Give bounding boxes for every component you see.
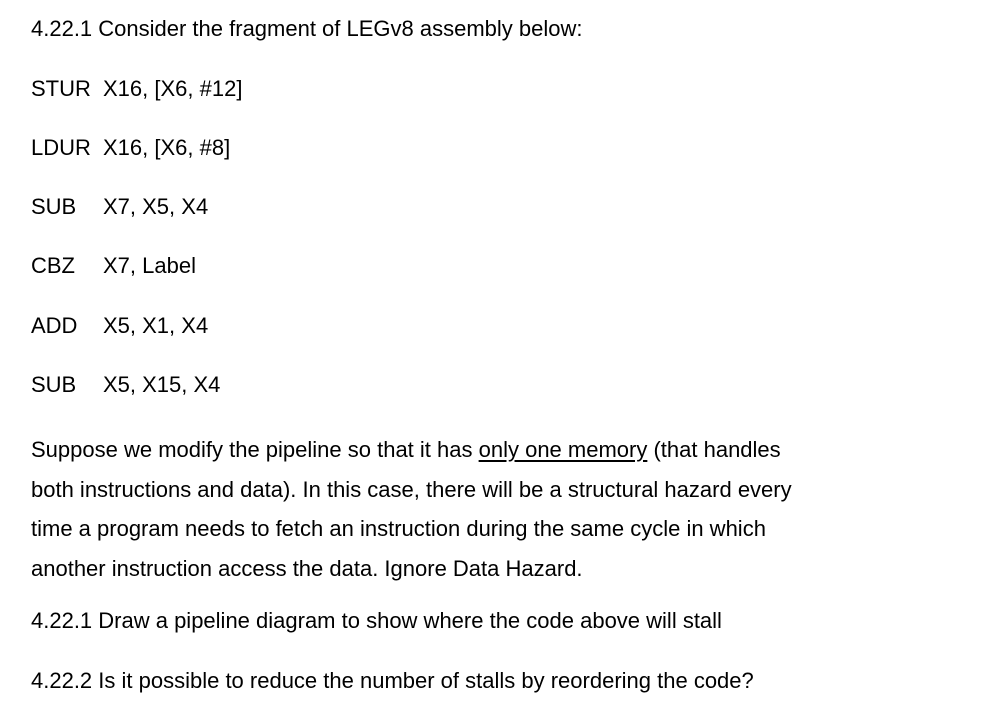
code-line-2: [31, 137, 230, 159]
code-args: X5, X15, X4: [103, 372, 221, 397]
code-op: ADD: [31, 313, 78, 338]
paragraph-line-3: time a program needs to fetch an instruction during the same cycle in which: [31, 516, 766, 541]
code-line-5: [31, 315, 208, 337]
code-args: X16, [X6, #8]: [103, 135, 231, 160]
code-line-1: [31, 78, 242, 100]
paragraph-line-4: another instruction access the data. Ignore Data Hazard.: [31, 555, 583, 581]
code-op: STUR: [31, 76, 91, 101]
underlined-phrase: only one memory: [478, 437, 648, 462]
question-2: 4.22.2 Is it possible to reduce the number of stalls by reordering the code?: [31, 668, 754, 693]
code-op: SUB: [31, 194, 77, 219]
code-op: SUB: [31, 372, 77, 397]
code-line-4: [31, 255, 196, 277]
paragraph-line-1: [31, 430, 961, 470]
code-args: X7, Label: [103, 253, 196, 278]
heading: 4.22.1 Consider the fragment of LEGv8 assembly below:: [31, 16, 583, 41]
paragraph-text: Suppose we modify the pipeline so that it has: [31, 437, 479, 462]
code-line-6: [31, 374, 220, 396]
code-args: X7, X5, X4: [103, 194, 209, 219]
code-args: X5, X1, X4: [103, 313, 209, 338]
description-paragraph: [31, 430, 961, 588]
paragraph-line-2: both instructions and data). In this case, there will be a structural hazard every: [31, 476, 792, 502]
code-op: LDUR: [31, 135, 91, 160]
code-op: CBZ: [31, 253, 75, 278]
code-line-3: [31, 196, 208, 218]
code-args: X16, [X6, #12]: [103, 76, 243, 101]
question-1: 4.22.1 Draw a pipeline diagram to show where the code above will stall: [31, 608, 722, 633]
paragraph-text: (that handles: [647, 437, 781, 462]
